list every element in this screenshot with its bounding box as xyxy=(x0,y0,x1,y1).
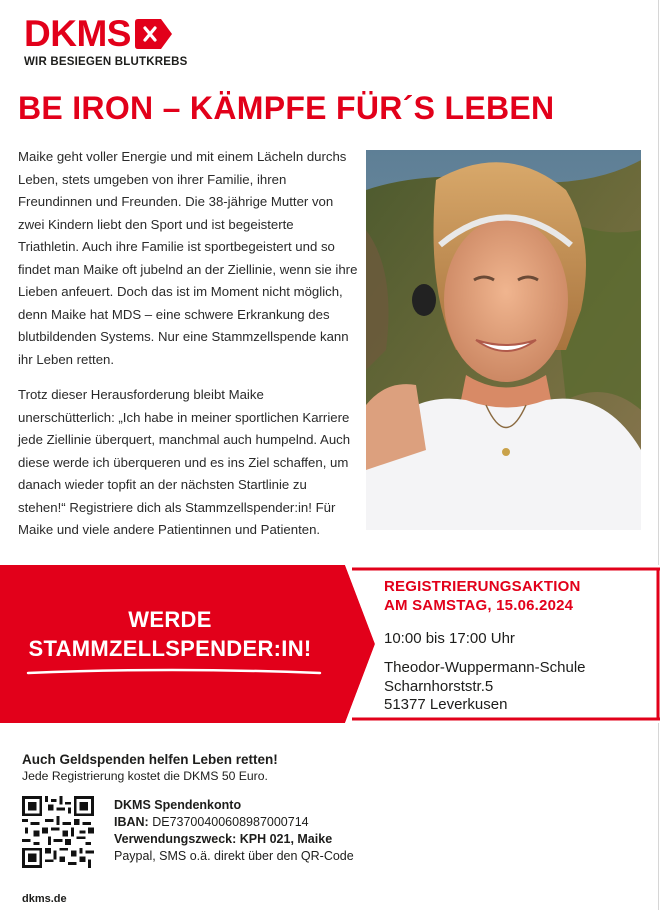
page-edge-line xyxy=(658,0,659,910)
bank-account-details xyxy=(114,797,354,865)
qr-code-icon[interactable] xyxy=(22,796,94,868)
logo-x-tag-icon xyxy=(135,19,173,49)
payment-purpose: Verwendungszweck: KPH 021, Maike xyxy=(114,832,333,846)
become-donor-cta xyxy=(0,605,340,663)
cta-line-2: STAMMZELLSPENDER:IN! xyxy=(28,636,312,661)
iban-value: DE73700400608987000714 xyxy=(152,815,309,829)
event-date: AM SAMSTAG, 15.06.2024 xyxy=(384,597,574,614)
donation-title: Auch Geldspenden helfen Leben retten! xyxy=(22,752,278,767)
cta-line-1: WERDE xyxy=(128,607,212,632)
iban-label: IBAN: xyxy=(114,815,149,829)
footer-url-link[interactable]: dkms.de xyxy=(22,893,67,905)
event-details xyxy=(384,577,654,715)
donation-subtitle: Jede Registrierung kostet die DKMS 50 Euro. xyxy=(22,769,268,783)
alternative-payment-methods: Paypal, SMS o.ä. direkt über den QR-Code xyxy=(114,849,354,863)
dkms-logo[interactable] xyxy=(24,14,188,68)
story-paragraph-2: Trotz dieser Herausforderung bleibt Maike unerschütterlich: „Ich habe in meiner sportlichen Karriere jede Ziellinie überquert, manchmal auch humpelnd. Auch diese werde ich überqueren und es ins Ziel schaffen, um danach wieder topfit an der nächsten Startlinie zu stehen!“ Registriere dich als Stammzellspender:in! Für Maike und viele andere Patientinnen und Patienten. xyxy=(18,387,351,537)
account-name: DKMS Spendenkonto xyxy=(114,798,242,812)
patient-photo xyxy=(366,150,641,530)
event-venue: Theodor-Wuppermann-Schule xyxy=(384,659,586,676)
registration-banner xyxy=(0,565,660,723)
story-paragraph-1: Maike geht voller Energie und mit einem Lächeln durchs Leben, stets umgeben von ihrer Familie, ihren Freundinnen und Freunden. Die 38-jährige Mutter von zwei Kindern liebt den Sport und ist begeisterte Triathletin. Auch ihre Familie ist sportbegeistert und so findet man Maike oft jubelnd an der Ziellinie, wenn sie ihre Lieben anfeuert. Doch das ist im Moment nicht möglich, denn Maike hat MDS – eine schwere Erkrankung des blutbildenden Systems. Nur eine Stammzellspende kann ihr Leben retten. xyxy=(18,149,358,367)
event-time: 10:00 bis 17:00 Uhr xyxy=(384,630,515,647)
logo-wordmark: DKMS xyxy=(24,13,131,54)
event-city: 51377 Leverkusen xyxy=(384,696,508,713)
page-title: BE IRON – KÄMPFE FÜR´S LEBEN xyxy=(18,90,555,126)
event-street: Scharnhorststr.5 xyxy=(384,677,494,695)
event-address xyxy=(384,659,654,715)
logo-tagline: WIR BESIEGEN BLUTKREBS xyxy=(24,56,188,68)
story-text xyxy=(18,146,358,555)
event-heading-1: REGISTRIERUNGSAKTION xyxy=(384,578,581,595)
